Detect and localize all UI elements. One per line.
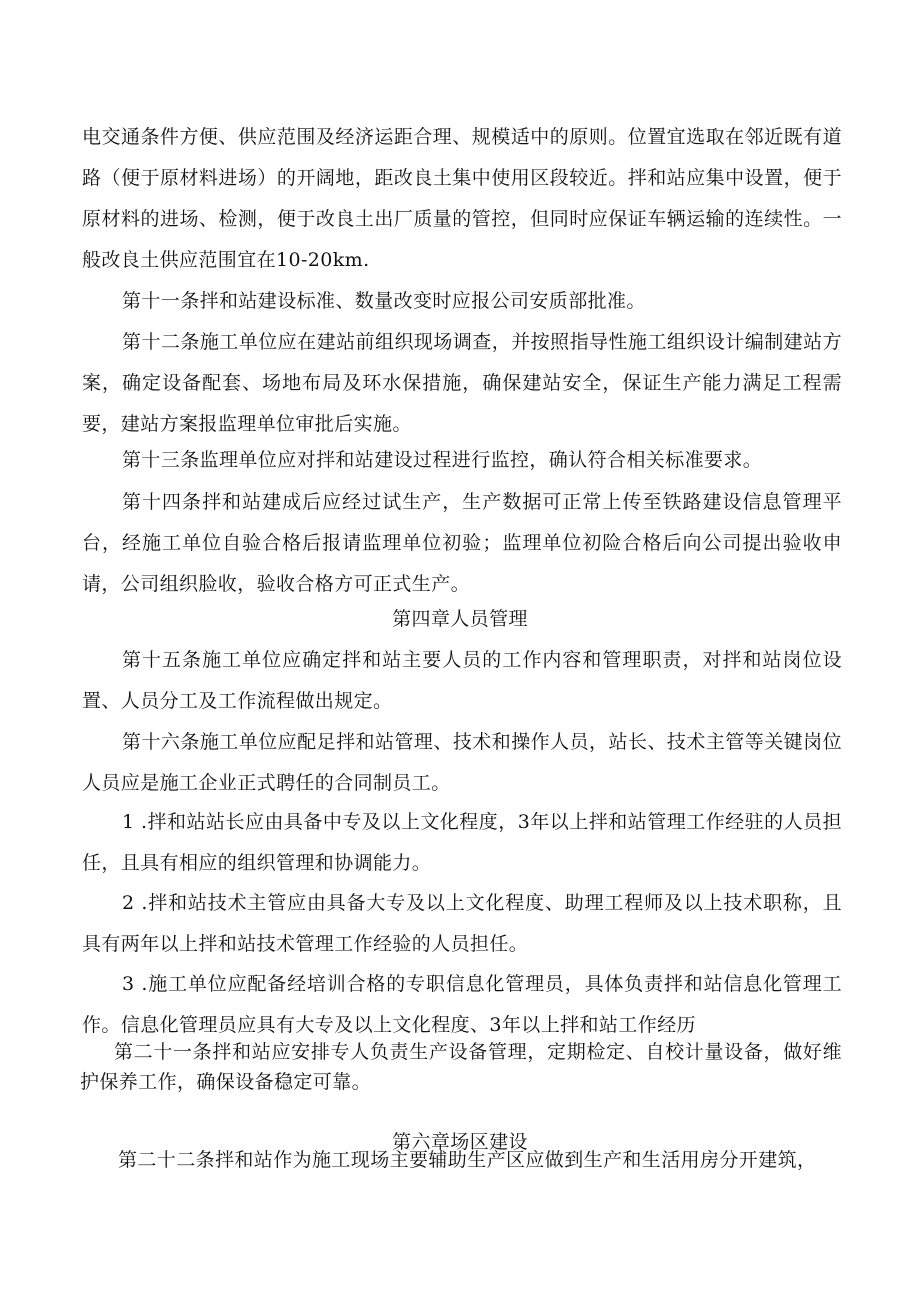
list-item-1: 1 .拌和站站长应由具备中专及以上文化程度，3年以上拌和站管理工作经驻的人员担任，且具有相应的组织管理和协调能力。 [82,811,842,874]
list-item-3: 3 .施工单位应配备经培训合格的专职信息化管理员，具体负责拌和站信息化管理工作。信息化管理员应具有大专及以上文化程度、3年以上拌和站工作经历 [82,973,842,1036]
paragraph-article-21: 第二十一条拌和站应安排专人负责生产设备管理，定期检定、自校计量设备，做好维护保养工作，确保设备稳定可靠。 [80,1041,842,1093]
paragraph-site-selection: 电交通条件方便、供应范围及经济运距合理、规模适中的原则。位置宜选取在邻近既有道路（便于原材料进场）的开阔地，距改良土集中使用区段较近。拌和站应集中设置，便于原材料的进场、检测，便于改良土出厂质量的管控，但同时应保证车辆运输的连续性。一般改良土供应范围宜在10-20km. [82,126,842,271]
paragraph-article-15: 第十五条施工单位应确定拌和站主要人员的工作内容和管理职责，对拌和站岗位设置、人员分工及工作流程做出规定。 [82,649,842,712]
paragraph-article-14: 第十四条拌和站建成后应经过试生产，生产数据可正常上传至铁路建设信息管理平台，经施工单位自验合格后报请监理单位初验；监理单位初险合格后向公司提出验收申请，公司组织脸收，验收合格方可正式生产。 [82,491,842,595]
list-item-2: 2 .拌和站技术主管应由具备大专及以上文化程度、助理工程师及以上技术职称，且具有两年以上拌和站技术管理工作经验的人员担任。 [82,892,842,955]
paragraph-article-13: 第十三条监理单位应对拌和站建设过程进行监控，确认符合相关标准要求。 [122,449,763,471]
chapter-4-heading: 第四章人员管理 [392,608,528,630]
chapter-6-heading: 第六章场区建设 [392,1131,528,1153]
paragraph-article-22: 第二十二条拌和站作为施工现场主要辅助生产区应做到生产和生活用房分开建筑， [118,1149,817,1171]
paragraph-article-11: 第十一条拌和站建设标准、数量改变时应报公司安质部批准。 [122,290,646,312]
paragraph-article-16: 第十六条施工单位应配足拌和站管理、技术和操作人员，站长、技术主管等关键岗位人员应是施工企业正式聘任的合同制员工。 [82,731,842,794]
paragraph-article-12: 第十二条施工单位应在建站前组织现场调查，并按照指导性施工组织设计编制建站方案，确定设备配套、场地布局及环水保措施，确保建站安全，保证生产能力满足工程需要，建站方案报监理单位审批后实施。 [82,331,842,435]
